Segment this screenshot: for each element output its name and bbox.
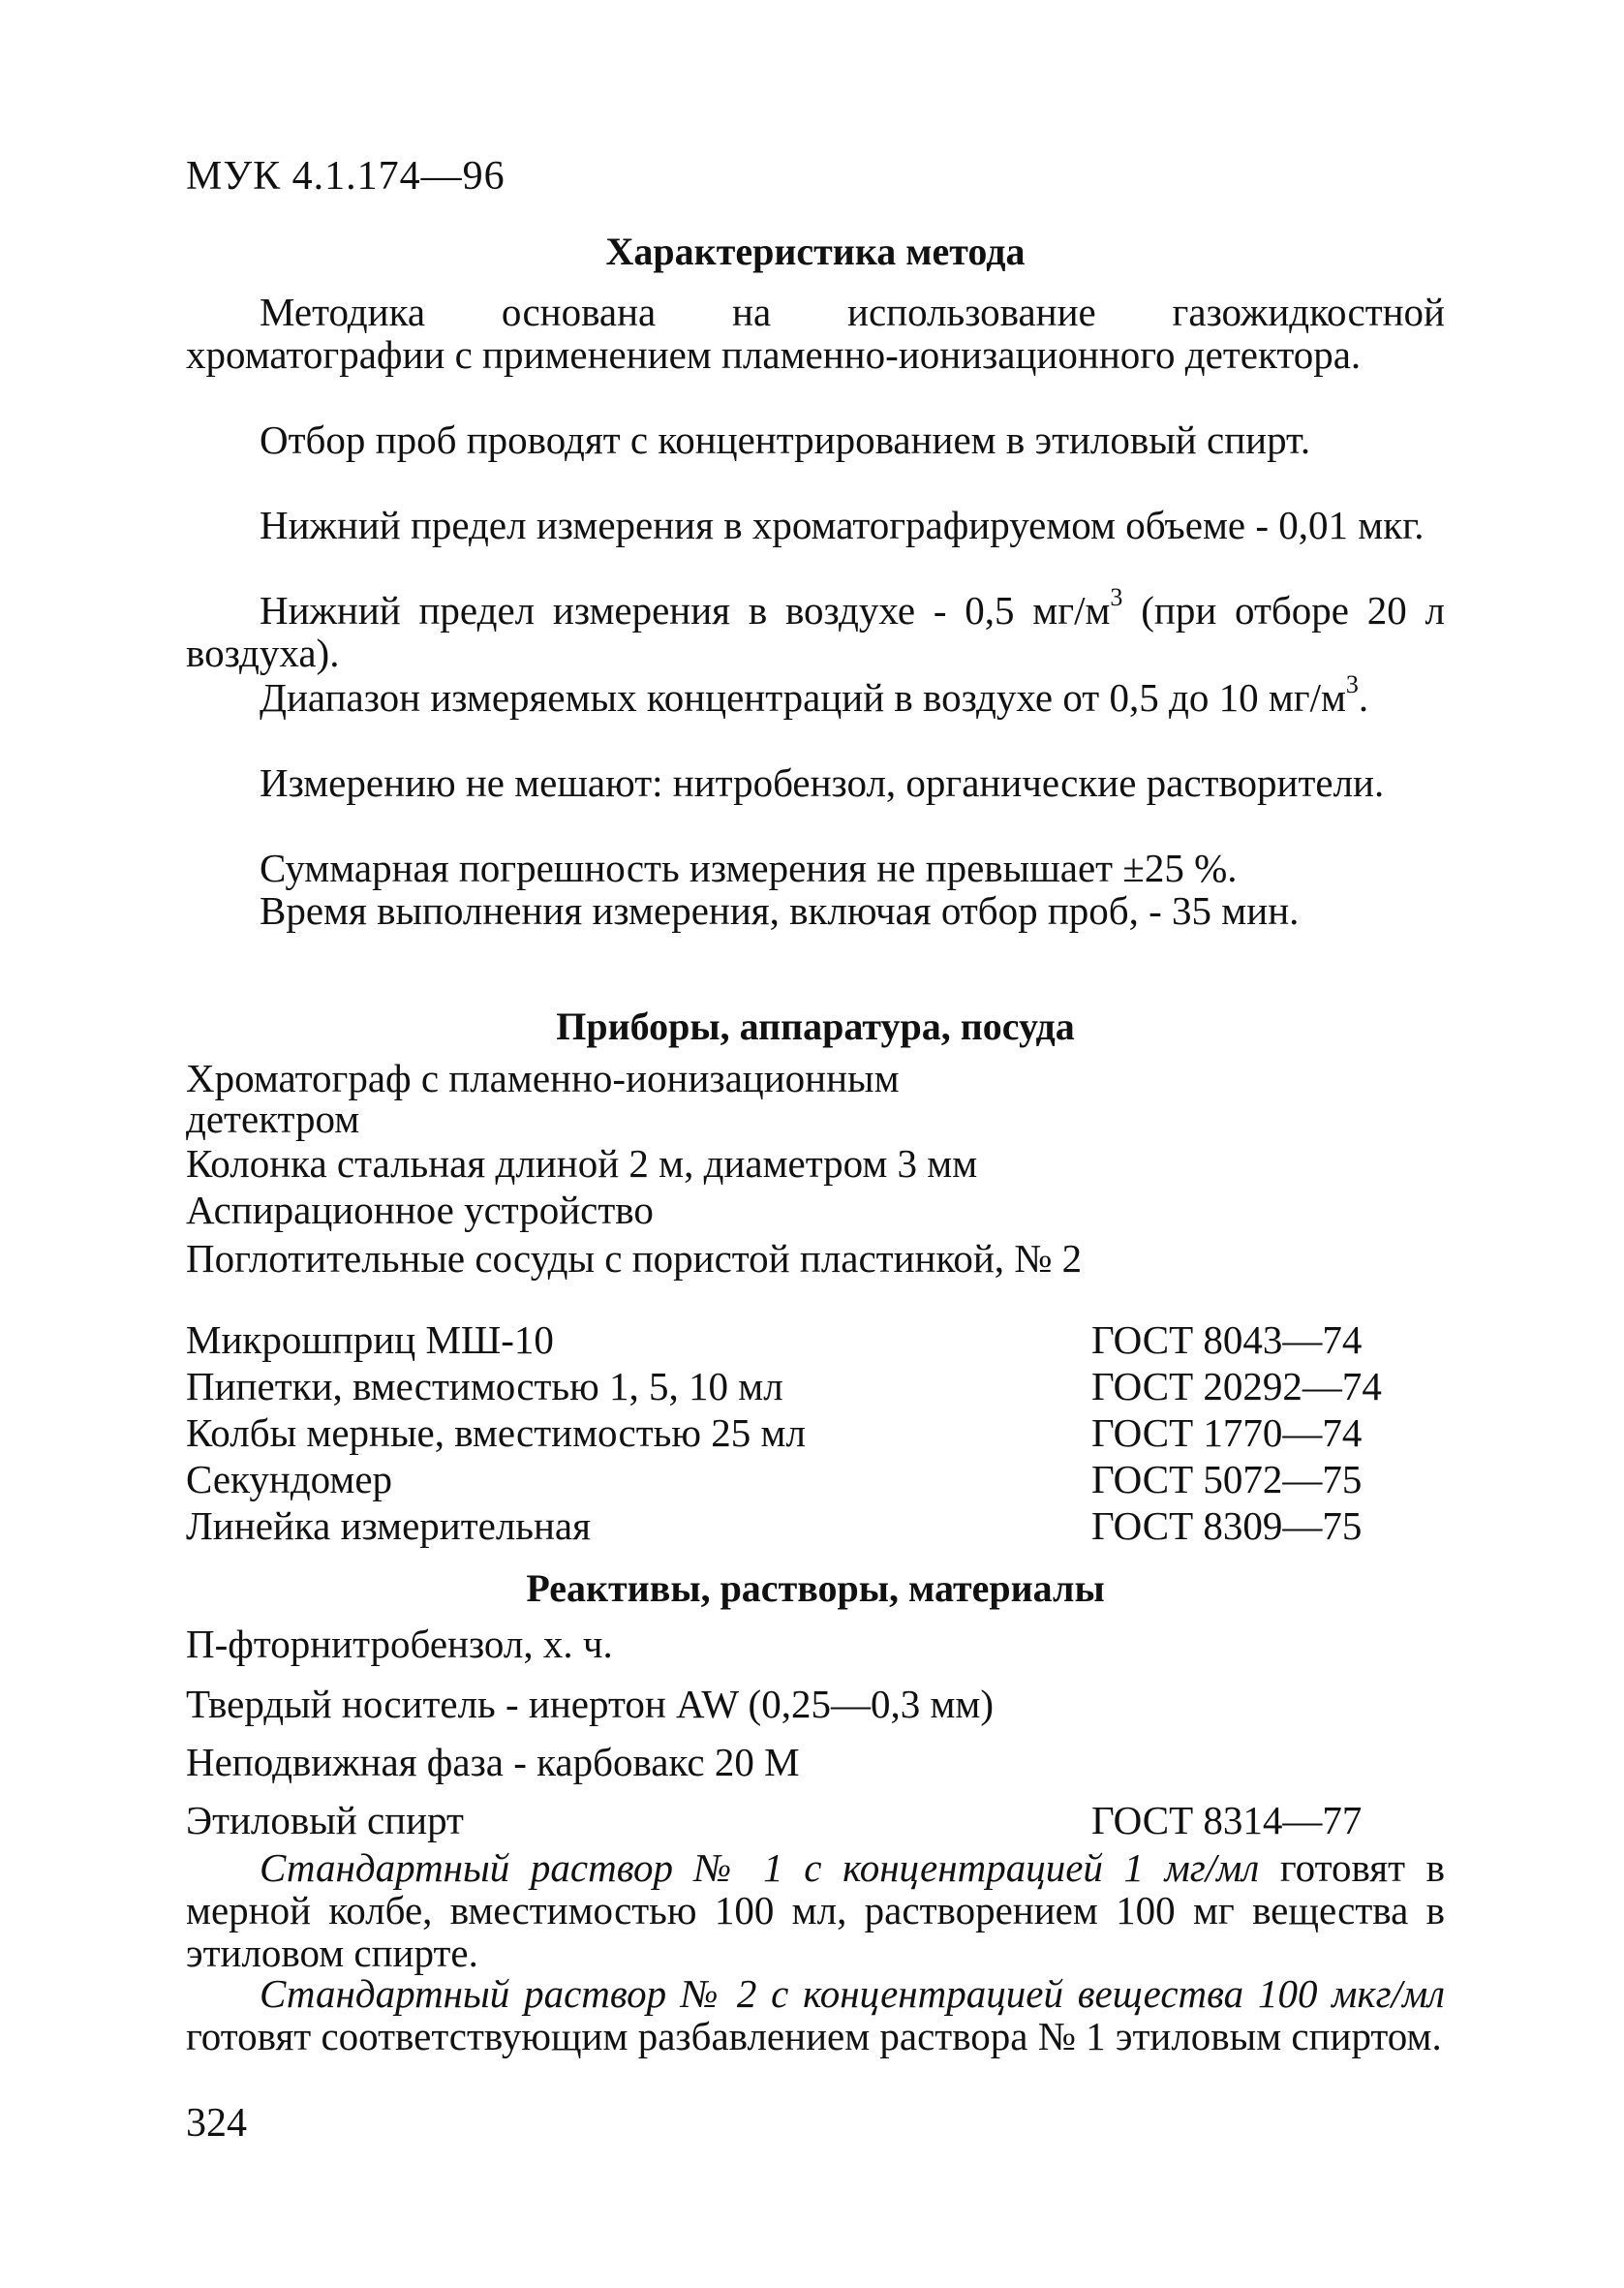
paragraph-lower-limit-chrom: Нижний предел измерения в хроматографируемом объеме - 0,01 мкг. (260, 503, 1425, 547)
paragraph-lower-limit-air (186, 583, 1446, 675)
equipment-name: Секундомер (186, 1457, 393, 1501)
reagent-name: Этиловый спирт (186, 1798, 464, 1842)
doc-code: МУК 4.1.174—96 (186, 154, 506, 199)
solution-2-text: готовят соответствующим разбавлением раствора (186, 2014, 1028, 2058)
equipment-gost: ГОСТ 8309—75 (1091, 1503, 1363, 1548)
equipment-gost: ГОСТ 1770—74 (1091, 1410, 1363, 1455)
paragraph-standard-solution-1 (186, 1846, 1445, 1974)
paragraph-method: Методика основана на использование газожидкостной хроматографии с применением пламенно-ионизационного детектора. (186, 290, 1445, 377)
paragraph-interference: Измерению не мешают: нитробензол, органические растворители. (260, 760, 1385, 805)
section-title-characteristics: Характеристика метода (605, 230, 1026, 273)
equipment-name: Микрошприц МШ-10 (186, 1317, 554, 1362)
reagent-name: Неподвижная фаза - карбовакс 20 М (186, 1740, 800, 1784)
paragraph-time: Время выполнения измерения, включая отбор проб, - 35 мин. (260, 888, 1300, 933)
paragraph-range (186, 670, 1445, 720)
equipment-name: Колбы мерные, вместимостью 25 мл (186, 1410, 806, 1455)
equipment-name: Колонка стальная длиной 2 м, диаметром 3 мм (186, 1141, 978, 1186)
paragraph-standard-solution-2 (186, 1972, 1445, 2057)
equipment-name: Хроматограф с пламенно-ионизационным детектром (186, 1056, 900, 1141)
equipment-gost: ГОСТ 5072—75 (1091, 1457, 1363, 1501)
equipment-name: Линейка измерительная (186, 1503, 591, 1548)
solution-2-concentration: 100 мкг/мл (1257, 1971, 1446, 2016)
equipment-gost: ГОСТ 8043—74 (1091, 1317, 1363, 1362)
superscript: 3 (1345, 670, 1359, 699)
superscript: 3 (1110, 583, 1123, 612)
solution-1-text: готовят в мерной колбе, вместимостью 100 мл, растворением 100 мг вещества в этиловом спирте. (186, 1845, 1445, 1975)
equipment-name: Пипетки, вместимостью 1, 5, 10 мл (186, 1364, 783, 1408)
equipment-gost: ГОСТ 20292—74 (1091, 1364, 1382, 1408)
paragraph-error: Суммарная погрешность измерения не превышает ±25 %. (260, 846, 1238, 890)
solution-1-title: Стандартный раствор № 1 с концентрацией 1 мг/мл (260, 1845, 1260, 1890)
section-title-equipment: Приборы, аппаратура, посуда (556, 1005, 1075, 1048)
solution-2-text-tail: № 1 этиловым спиртом. (1037, 2014, 1442, 2058)
reagent-name: П-фторнитробензол, х. ч. (186, 1622, 613, 1666)
paragraph-sampling: Отбор проб проводят с концентрированием в этиловый спирт. (260, 417, 1311, 462)
section-title-reagents: Реактивы, растворы, материалы (526, 1566, 1105, 1610)
equipment-name: Поглотительные сосуды с пористой пластинкой, № 2 (186, 1236, 1083, 1281)
range-text: Диапазон измеряемых концентраций в воздухе от 0,5 до 10 мг/м (260, 675, 1346, 720)
solution-2-title: Стандартный раствор № 2 с концентрацией вещества (260, 1971, 1244, 2016)
equipment-name: Аспирационное устройство (186, 1188, 654, 1232)
range-tail: . (1358, 675, 1369, 720)
lower-limit-air-tail: (при отборе 20 л воздуха). (186, 588, 1446, 675)
reagent-gost: ГОСТ 8314—77 (1091, 1798, 1363, 1842)
page-number: 324 (186, 2101, 247, 2146)
lower-limit-air-text: Нижний предел измерения в воздухе - 0,5 мг/м (260, 588, 1111, 633)
reagent-name: Твердый носитель - инертон AW (0,25—0,3 мм) (186, 1682, 994, 1726)
